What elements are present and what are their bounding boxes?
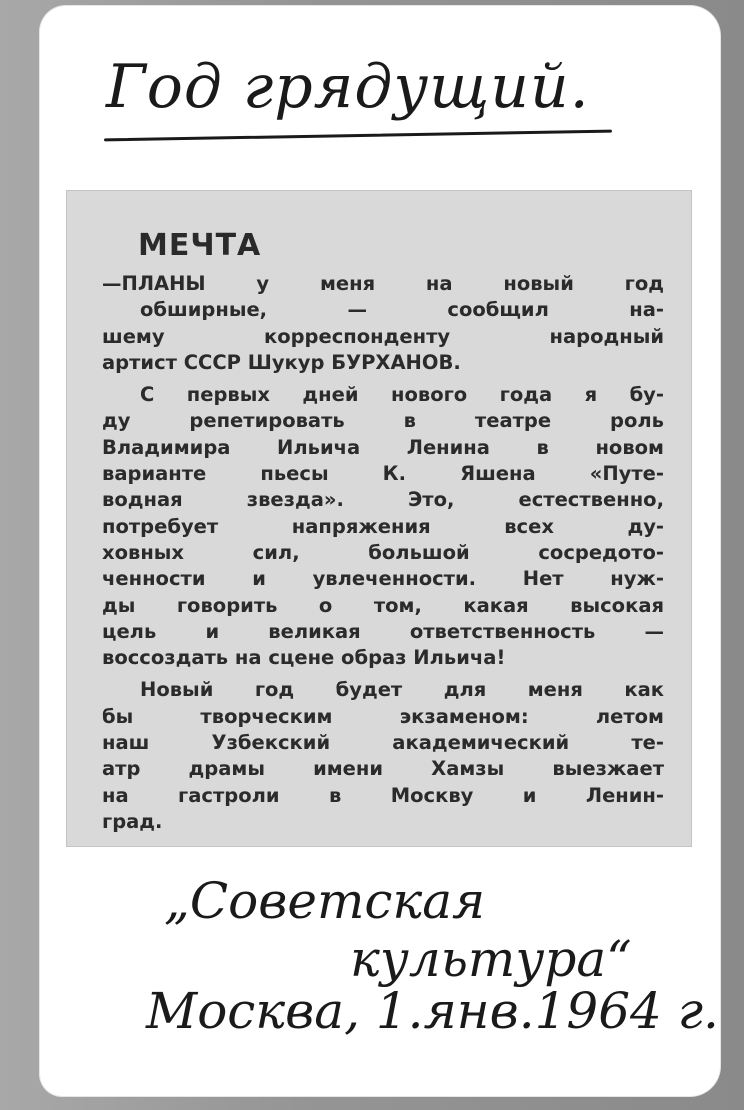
article-line: артист СССР Шукур БУРХАНОВ. (102, 350, 461, 374)
article-headline: МЕЧТА (138, 228, 262, 263)
article-paragraph-1 (102, 271, 664, 376)
article-line: варианте пьесы К. Яшена «Путе- (102, 462, 664, 486)
article-line: ды говорить о том, какая высокая (102, 593, 664, 617)
newspaper-clipping (66, 190, 692, 847)
article-line: Новый год будет для меня как (140, 678, 664, 702)
article-line: шему корреспонденту народный (102, 324, 664, 348)
article-line: цель и великая ответственность — (102, 619, 664, 643)
article-line: ченности и увлеченности. Нет нуж- (102, 567, 664, 591)
article-line: потребует напряжения всех ду- (102, 514, 664, 538)
handwritten-source-date: Москва, 1.янв.1964 г. (146, 982, 719, 1040)
article-line: град. (102, 809, 163, 833)
article-line: атр драмы имени Хамзы выезжает (102, 757, 664, 781)
article-line: С первых дней нового года я бу- (140, 383, 664, 407)
handwritten-source-newspaper-cont: культура“ (350, 930, 632, 988)
article-line: бы творческим экзаменом: летом (102, 704, 664, 728)
article-paragraph-3 (102, 677, 664, 835)
article-line: на гастроли в Москву и Ленин- (102, 783, 664, 807)
handwritten-source-newspaper: „Советская (164, 872, 486, 930)
article-line: —ПЛАНЫ у меня на новый год (102, 272, 664, 295)
article-line: водная звезда». Это, естественно, (102, 488, 664, 512)
article-paragraph-2 (102, 382, 664, 671)
article-line: Владимира Ильича Ленина в новом (102, 435, 664, 459)
article-line: обширные, — сообщил на- (140, 298, 664, 322)
clipping-content (102, 228, 664, 835)
handwritten-title: Год грядущий. (106, 52, 590, 122)
article-line: ду репетировать в театре роль (102, 409, 664, 433)
article-line: воссоздать на сцене образ Ильича! (102, 646, 506, 670)
article-line: ховных сил, большой сосредото- (102, 540, 664, 564)
article-line: наш Узбекский академический те- (102, 731, 664, 755)
